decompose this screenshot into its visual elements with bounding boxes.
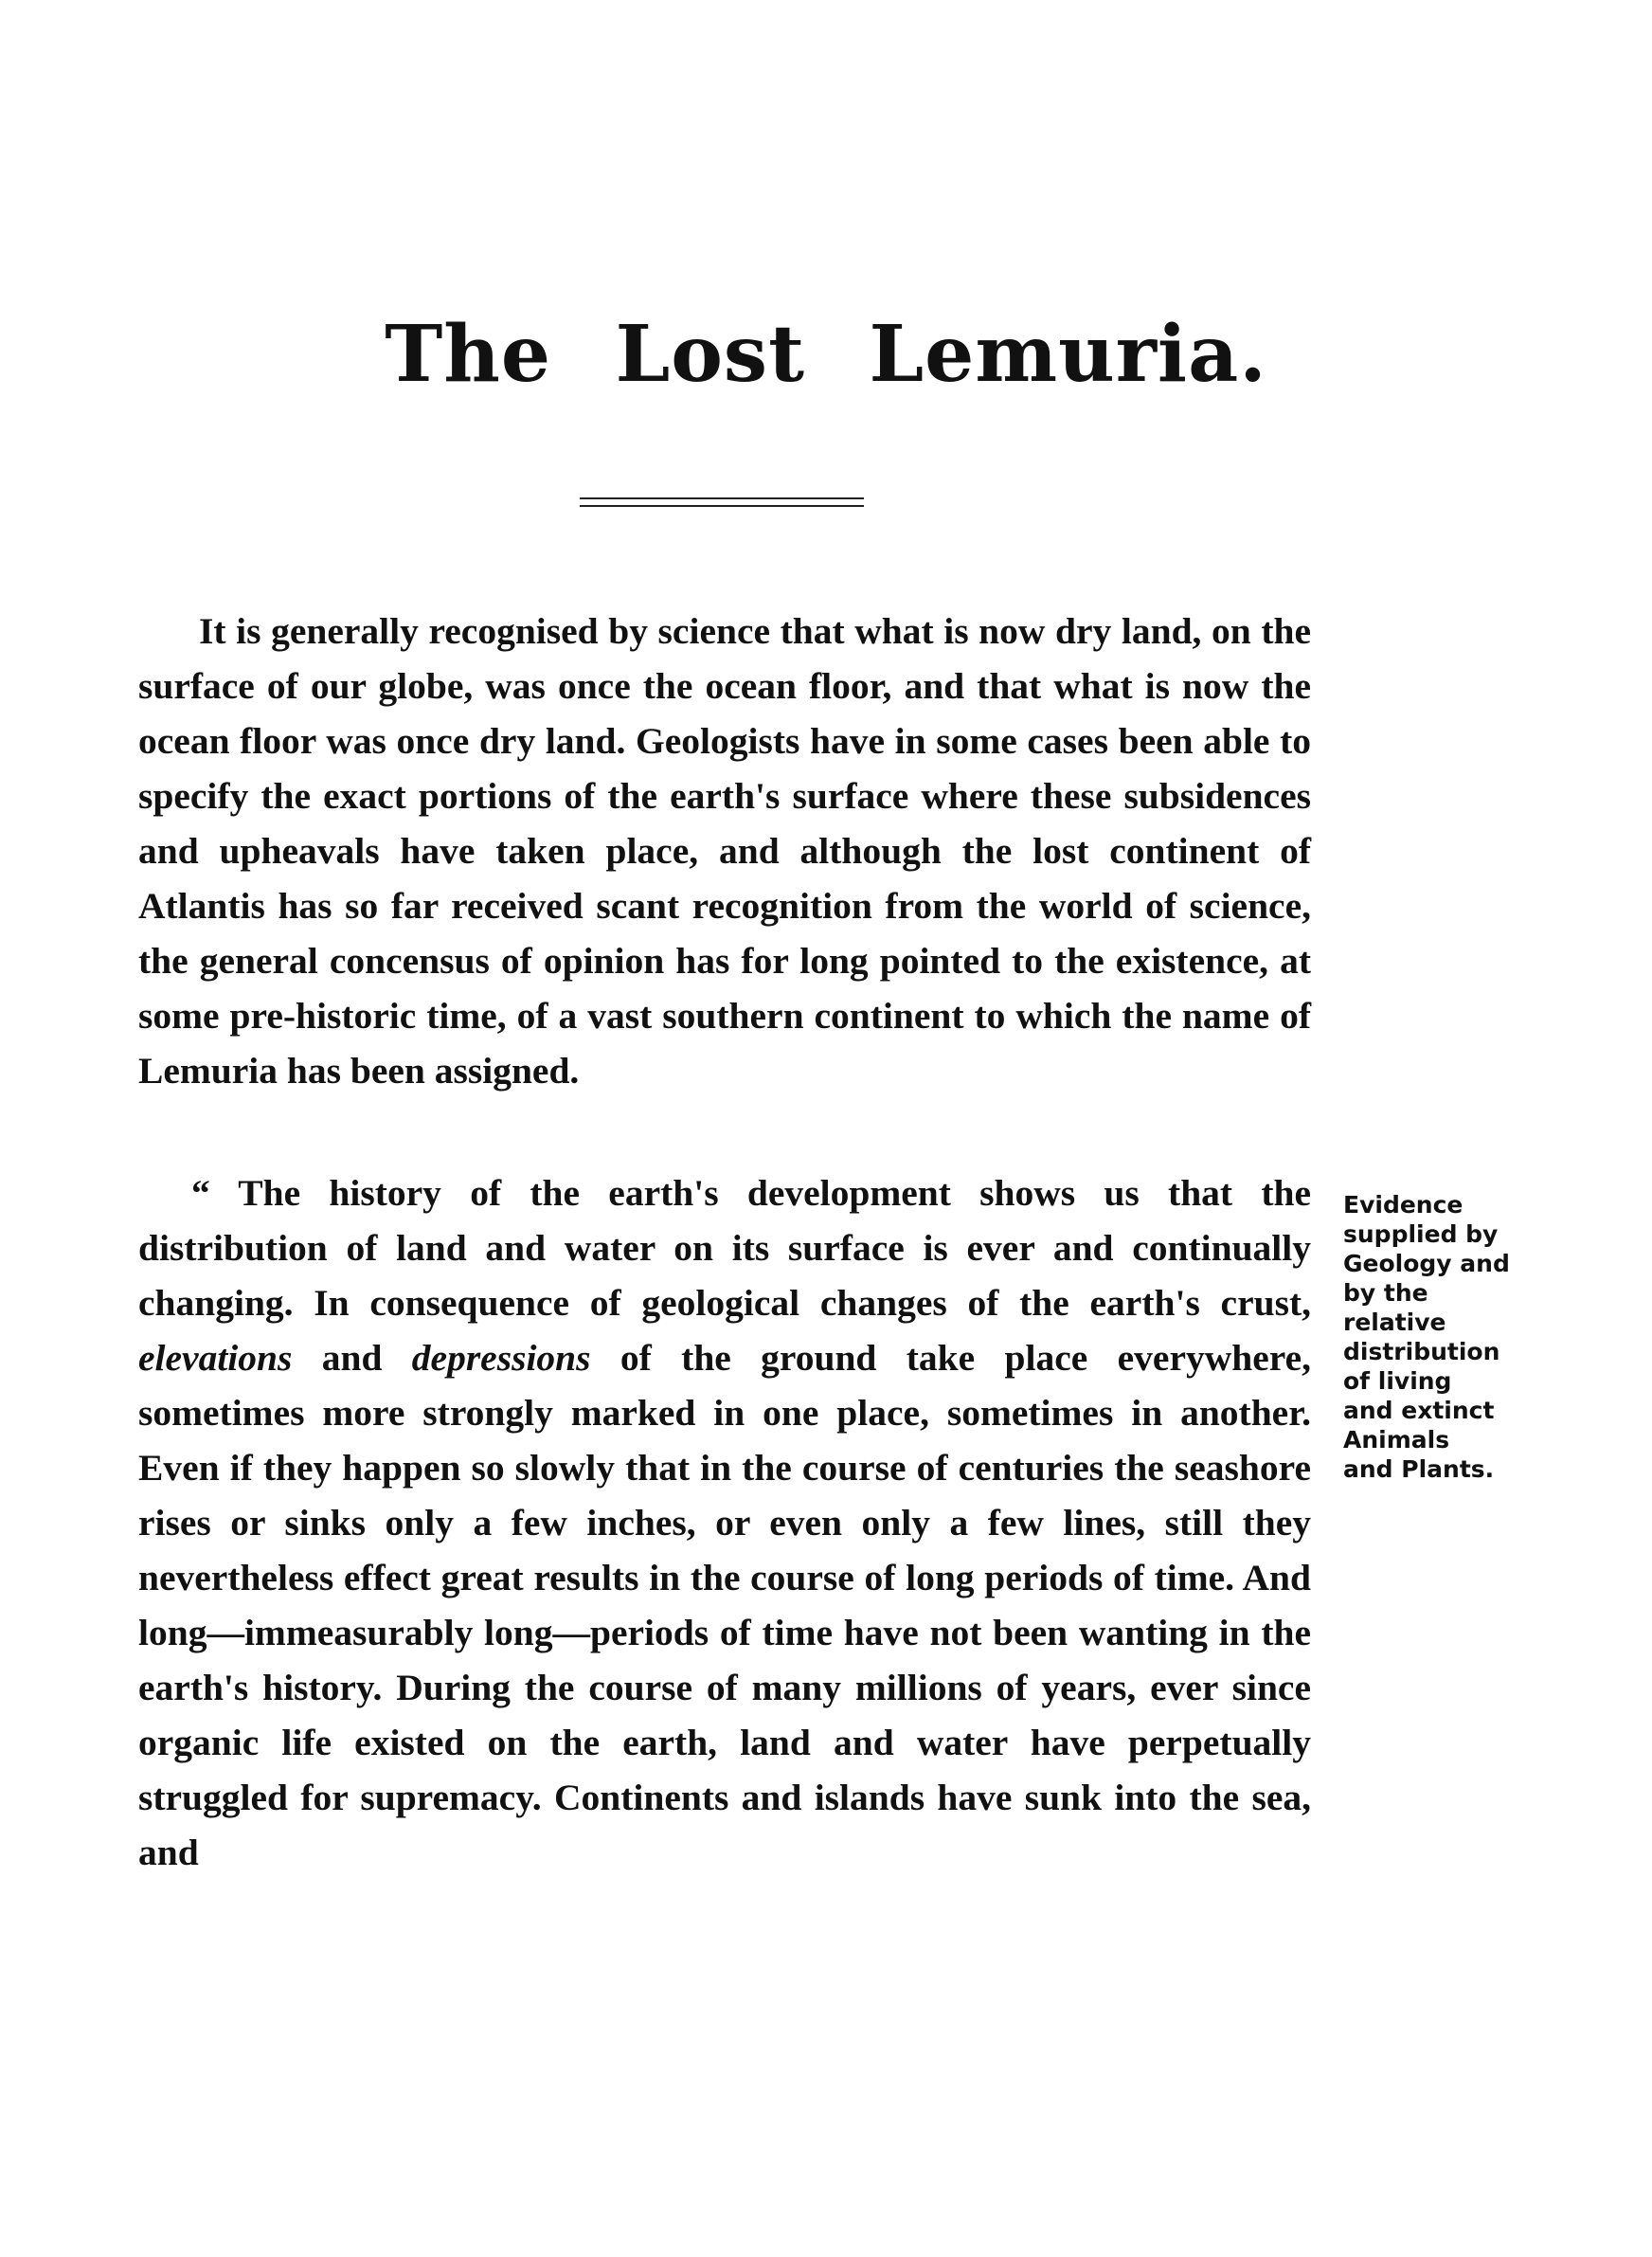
paragraph-2-text-c: of the ground take place everywhere, sometimes more strongly marked in one place, sometimes in another. Even if they happen so slowly that in the course of centuries the seashore rises or sinks only a few inches, or even only a few lines, still they nevertheless effect great results in the course of long periods of time. And long—immeasurably long—periods of time have not been wanting in the earth's history. During the course of many millions of years, ever since organic life existed on the earth, land and water have perpetually struggled for supremacy. Continents and islands have sunk into the sea, and [138, 1337, 1311, 1873]
emphasis-depressions: depressions [411, 1337, 591, 1379]
marginal-note-line: relative [1343, 1309, 1446, 1336]
marginal-note-line: supplied by [1343, 1220, 1499, 1248]
marginal-note-line: and extinct [1343, 1397, 1495, 1424]
emphasis-elevations: elevations [138, 1337, 293, 1379]
paragraph-2-text-b: and [292, 1337, 412, 1379]
title-rule-bottom [580, 505, 864, 507]
paragraph-1: It is generally recognised by science that what is now dry land, on the surface of our globe, was once the ocean floor, and that what is now the ocean floor was once dry land. Geologists have in some cases been able to specify the exact portions of the earth's surface where these subsidences and upheavals have taken place, and although the lost continent of Atlantis has so far received scant recognition from the world of science, the general concensus of opinion has for long pointed to the existence, at some pre-historic time, of a vast southern continent to which the name of Lemuria has been assigned. [138, 610, 1311, 1092]
marginal-note-line: and Plants. [1343, 1455, 1495, 1483]
marginal-note-line: Evidence [1343, 1191, 1463, 1219]
marginal-note-line: of living [1343, 1367, 1452, 1395]
page-title: The Lost Lemuria. [385, 309, 1267, 400]
marginal-note [1343, 1190, 1542, 1484]
title-rule-top [580, 497, 864, 499]
paragraph-2-text-a: “ The history of the earth's development shows us that the distribution of land and water on its surface is ever and continually changing. In consequence of geological changes of the earth's crust, [138, 1172, 1311, 1324]
marginal-note-line: Geology and [1343, 1250, 1510, 1277]
marginal-note-line: distribution [1343, 1338, 1500, 1365]
paragraph-2 [138, 1165, 1311, 1880]
marginal-note-line: by the [1343, 1279, 1428, 1307]
marginal-note-line: Animals [1343, 1426, 1450, 1454]
